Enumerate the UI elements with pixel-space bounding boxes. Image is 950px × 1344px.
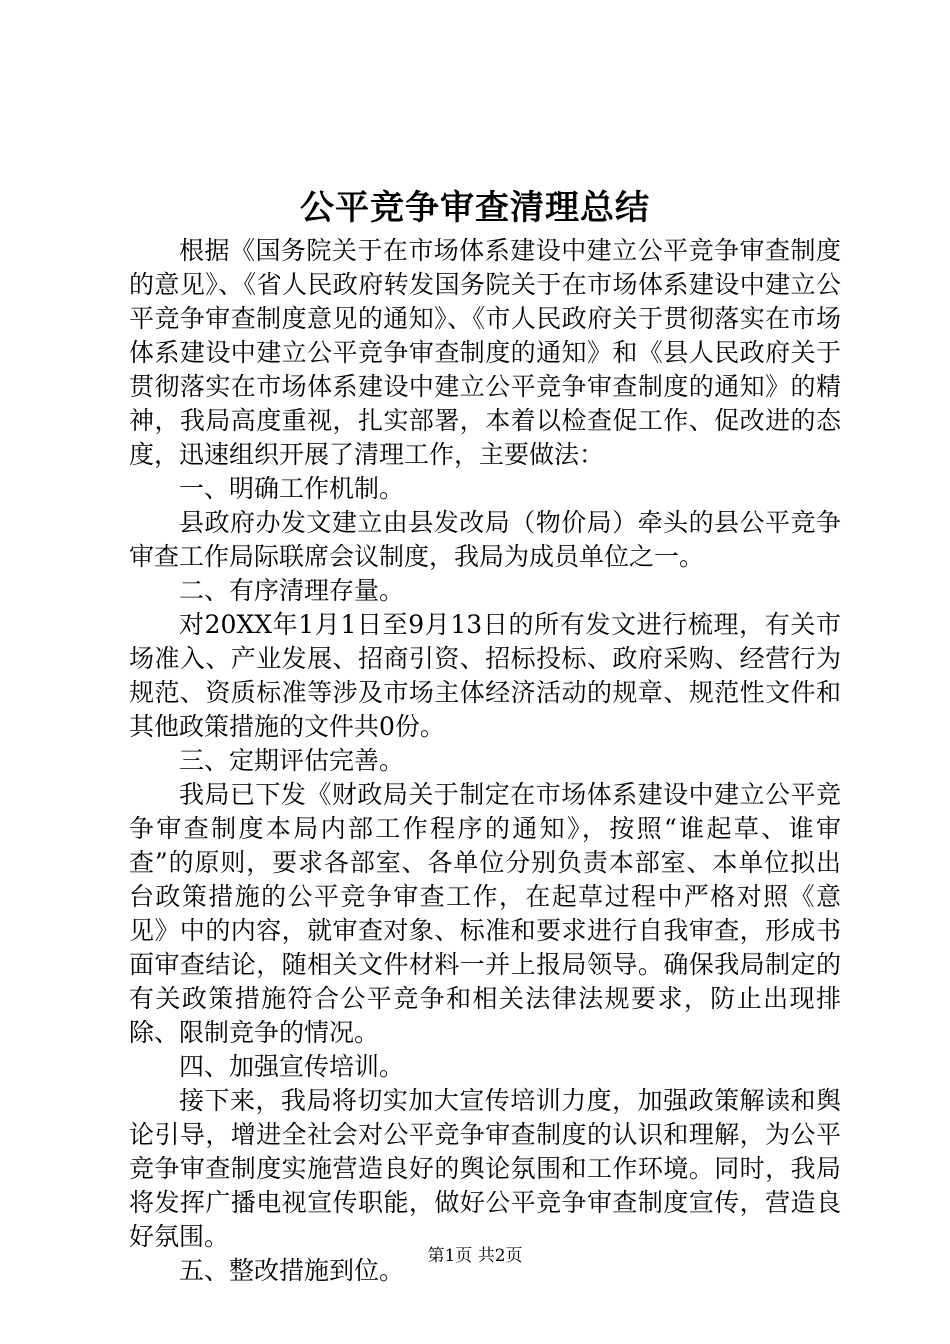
paragraph-section-4: 接下来，我局将切实加大宣传培训力度，加强政策解读和舆论引导，增进全社会对公平竞争审查制度的认识和理解，为公平竞争审查制度实施营造良好的舆论氛围和工作环境。同时，我局将发挥广播电视宣传职能，做好公平竞争审查制度宣传，营造良好氛围。 — [129, 1086, 841, 1251]
paragraph-section-1: 县政府办发文建立由县发改局（物价局）牵头的县公平竞争审查工作局际联席会议制度，我局为成员单位之一。 — [129, 508, 841, 571]
document-title: 公平竞争审查清理总结 — [300, 188, 650, 228]
heading-section-3: 三、定期评估完善。 — [179, 746, 405, 775]
document-body — [129, 234, 841, 1288]
heading-section-4: 四、加强宣传培训。 — [179, 1052, 405, 1081]
page-number-footer: 第1页 共2页 — [427, 1246, 523, 1266]
paragraph-section-2: 对20XX年1月1日至9月13日的所有发文进行梳理，有关市场准入、产业发展、招商引资、招标投标、政府采购、经营行为规范、资质标准等涉及市场主体经济活动的规章、规范性文件和其他政策措施的文件共0份。 — [129, 610, 841, 741]
heading-section-1: 一、明确工作机制。 — [179, 474, 405, 503]
paragraph-intro: 根据《国务院关于在市场体系建设中建立公平竞争审查制度的意见》、《省人民政府转发国务院关于在市场体系建设中建立公平竞争审查制度意见的通知》、《市人民政府关于贯彻落实在市场体系建设中建立公平竞争审查制度的通知》和《县人民政府关于贯彻落实在市场体系建设中建立公平竞争审查制度的通知》的精神，我局高度重视，扎实部署，本着以检查促工作、促改进的态度，迅速组织开展了清理工作，主要做法： — [129, 236, 841, 469]
heading-section-2: 二、有序清理存量。 — [179, 576, 405, 605]
paragraph-section-3: 我局已下发《财政局关于制定在市场体系建设中建立公平竞争审查制度本局内部工作程序的通知》，按照“谁起草、谁审查”的原则，要求各部室、各单位分别负责本部室、本单位拟出台政策措施的公平竞争审查工作，在起草过程中严格对照《意见》中的内容，就审查对象、标准和要求进行自我审查，形成书面审查结论，随相关文件材料一并上报局领导。确保我局制定的有关政策措施符合公平竞争和相关法律法规要求，防止出现排除、限制竞争的情况。 — [129, 780, 841, 1047]
heading-section-5: 五、整改措施到位。 — [179, 1256, 405, 1285]
